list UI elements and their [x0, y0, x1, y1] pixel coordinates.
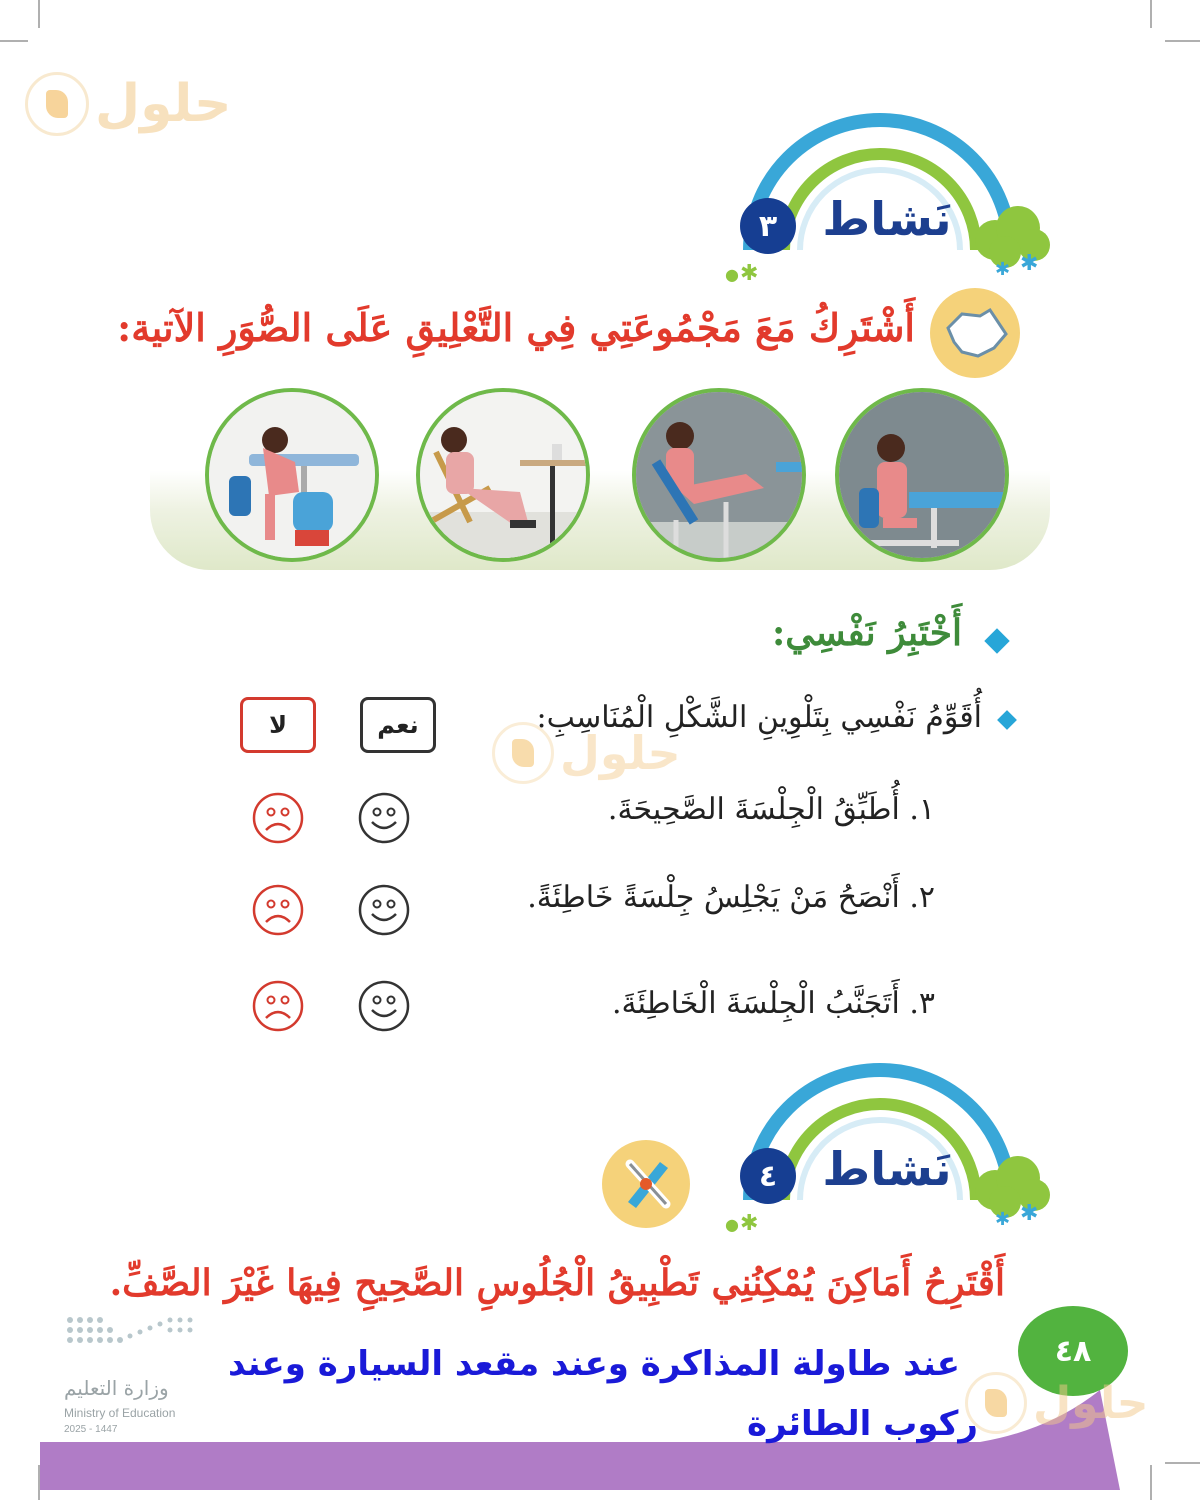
activity-3-instruction: أَشْتَرِكُ مَعَ مَجْمُوعَتِي فِي التَّعْلِيقِ عَلَى الصُّوَرِ الآتية: [117, 305, 915, 350]
svg-text:●: ● [725, 1215, 739, 1234]
svg-text:✱: ✱ [1020, 1201, 1039, 1226]
self-test-prompt: أُقَوِّمُ نَفْسِي بِتَلْوِينِ الشَّكْلِ الْمُنَاسِبِ: [536, 700, 982, 735]
self-test-heading: أَخْتَبِرُ نَفْسِي: [771, 612, 962, 654]
pencil-tools-icon [600, 1138, 692, 1230]
svg-text:✱: ✱ [740, 261, 759, 286]
crop-mark [1150, 1465, 1152, 1500]
photo-reclining-chair [416, 388, 590, 562]
bullet-diamond-icon [984, 628, 1009, 653]
saudi-map-icon [928, 286, 1022, 380]
crop-mark [0, 40, 28, 42]
yes-label-box: نعم [360, 697, 436, 753]
smiley-face-icon[interactable] [358, 884, 410, 936]
crop-mark [1150, 0, 1152, 28]
activity-4-answer-line-2: ركوب الطائرة [747, 1404, 978, 1444]
watermark-coin-icon [492, 722, 554, 784]
page-number: ٤٨ [1018, 1306, 1128, 1396]
activity-4-title: نَشاط [822, 1142, 952, 1196]
no-label-box: لا [240, 697, 316, 753]
svg-text:●: ● [725, 265, 739, 284]
sad-face-icon[interactable] [252, 792, 304, 844]
watermark-logo [965, 1372, 1148, 1434]
svg-text:✱: ✱ [995, 1209, 1011, 1230]
activity-3-number: ٣ [740, 198, 796, 254]
svg-text:✱: ✱ [1020, 251, 1039, 276]
watermark-logo [492, 722, 681, 784]
activity-4-instruction: أَقْتَرِحُ أَمَاكِنَ يُمْكِنُنِي تَطْبِيقُ الْجُلُوسِ الصَّحِيحِ فِيهَا غَيْرَ الصَّفِّ. [109, 1262, 1005, 1304]
crop-mark [38, 0, 40, 28]
self-test-item-2: ٢. أَنْصَحُ مَنْ يَجْلِسُ جِلْسَةً خَاطِئَةً. [527, 880, 935, 915]
smiley-face-icon[interactable] [358, 980, 410, 1032]
watermark-text: حلول [560, 726, 681, 780]
self-test-item-3: ٣. أَتَجَنَّبُ الْجِلْسَةَ الْخَاطِئَةَ. [612, 986, 935, 1021]
photo-legs-on-chair [632, 388, 806, 562]
activity-3-title: نَشاط [822, 192, 952, 246]
watermark-coin-icon [25, 72, 89, 136]
ministry-year: 2025 - 1447 [64, 1424, 118, 1435]
rainbow-icon [700, 70, 1060, 290]
self-test-item-1: ١. أُطَبِّقُ الْجِلْسَةَ الصَّحِيحَةَ. [607, 792, 935, 827]
watermark-text: حلول [95, 74, 232, 134]
photo-correct-sitting [835, 388, 1009, 562]
ministry-name-english: Ministry of Education [64, 1406, 176, 1420]
bullet-diamond-icon [997, 710, 1017, 730]
crop-mark [1165, 1462, 1200, 1464]
watermark-text: حلول [1033, 1377, 1149, 1429]
activity-4-number: ٤ [740, 1148, 796, 1204]
photo-leaning-over-desk [205, 388, 379, 562]
sad-face-icon[interactable] [252, 980, 304, 1032]
ministry-name-arabic: وزارة التعليم [64, 1376, 169, 1400]
smiley-face-icon[interactable] [358, 792, 410, 844]
ministry-logo-icon [64, 1310, 204, 1370]
rainbow-icon [700, 1020, 1060, 1240]
crop-mark [1165, 40, 1200, 42]
sad-face-icon[interactable] [252, 884, 304, 936]
watermark-logo [25, 72, 231, 136]
activity-4-answer-line-1: عند طاولة المذاكرة وعند مقعد السيارة وعند [228, 1344, 960, 1384]
svg-text:✱: ✱ [740, 1211, 759, 1236]
svg-text:✱: ✱ [995, 259, 1011, 280]
